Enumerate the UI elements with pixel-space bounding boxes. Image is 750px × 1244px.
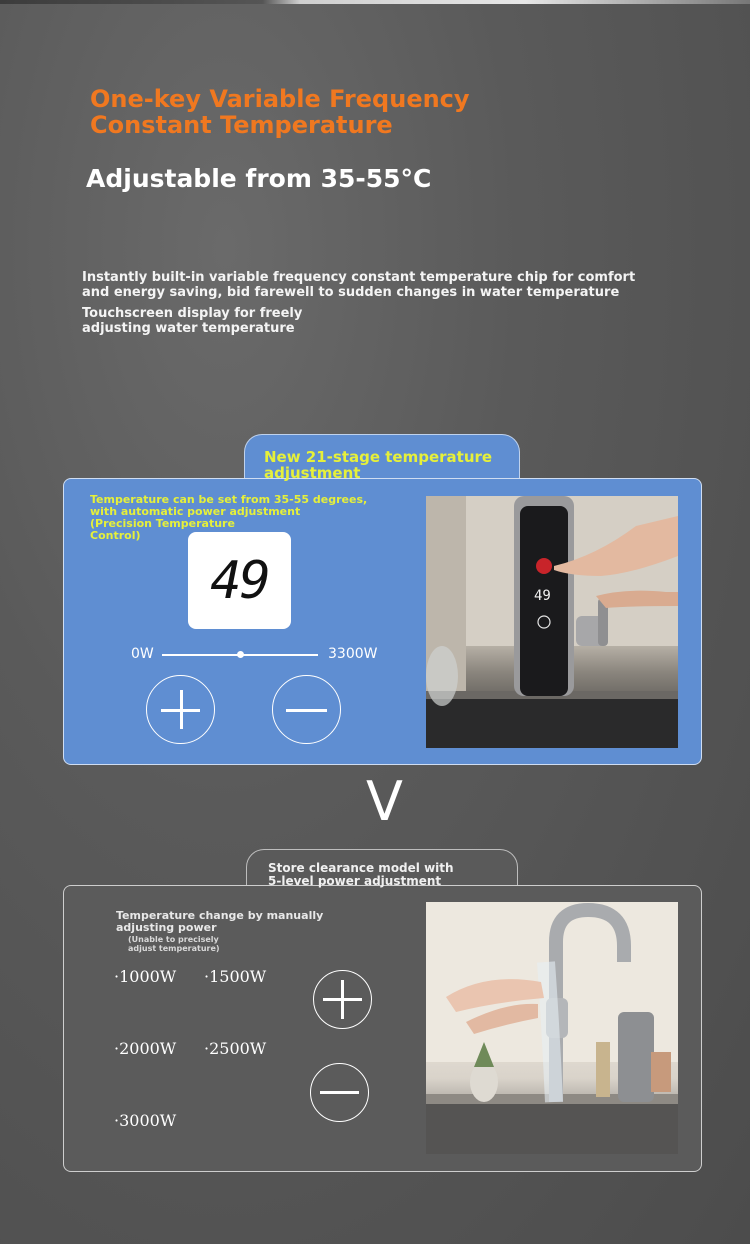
temperature-display-value: 49 bbox=[210, 550, 269, 611]
temperature-display bbox=[188, 532, 291, 629]
decrease-power-button[interactable] bbox=[310, 1063, 369, 1122]
new-faucet-illustration bbox=[426, 496, 678, 748]
new-faucet-photo bbox=[426, 496, 678, 748]
plus-icon-vertical bbox=[341, 980, 344, 1019]
old-faucet-photo bbox=[426, 902, 678, 1154]
headline: One-key Variable Frequency Constant Temperature bbox=[90, 85, 470, 139]
power-level-1000: ·1000W bbox=[114, 967, 177, 986]
old-faucet-illustration bbox=[426, 902, 678, 1154]
minus-icon bbox=[320, 1091, 359, 1094]
increase-power-button[interactable] bbox=[313, 970, 372, 1029]
old-model-note: (Unable to precisely adjust temperature) bbox=[128, 935, 220, 953]
description-chip: Instantly built-in variable frequency constant temperature chip for comfort and energy saving, bid farewell to sudden changes in water temperature bbox=[82, 270, 636, 300]
minus-icon bbox=[286, 709, 327, 712]
old-model-tab-title: Store clearance model with 5-level power adjustment bbox=[268, 861, 454, 888]
decrease-temperature-button[interactable] bbox=[272, 675, 341, 744]
power-level-2000: ·2000W bbox=[114, 1039, 177, 1058]
increase-temperature-button[interactable] bbox=[146, 675, 215, 744]
power-min-label: 0W bbox=[131, 646, 154, 662]
description-touchscreen: Touchscreen display for freely adjusting water temperature bbox=[82, 306, 303, 336]
power-level-2500: ·2500W bbox=[204, 1039, 267, 1058]
new-model-caption: Temperature can be set from 35-55 degrees, with automatic power adjustment (Precision Temperature Control) bbox=[90, 493, 368, 542]
power-level-3000: ·3000W bbox=[114, 1111, 177, 1130]
versus-label: V bbox=[366, 770, 403, 833]
new-model-tab-title: New 21-stage temperature adjustment bbox=[264, 448, 493, 482]
power-max-label: 3300W bbox=[328, 646, 378, 662]
subhead: Adjustable from 35-55°C bbox=[86, 164, 432, 193]
power-level-1500: ·1500W bbox=[204, 967, 267, 986]
top-edge-strip bbox=[0, 0, 750, 4]
old-model-caption: Temperature change by manually adjusting power bbox=[116, 909, 324, 934]
power-slider-knob[interactable] bbox=[237, 651, 244, 658]
svg-text:49: 49 bbox=[534, 588, 551, 604]
plus-icon-vertical bbox=[180, 690, 183, 729]
